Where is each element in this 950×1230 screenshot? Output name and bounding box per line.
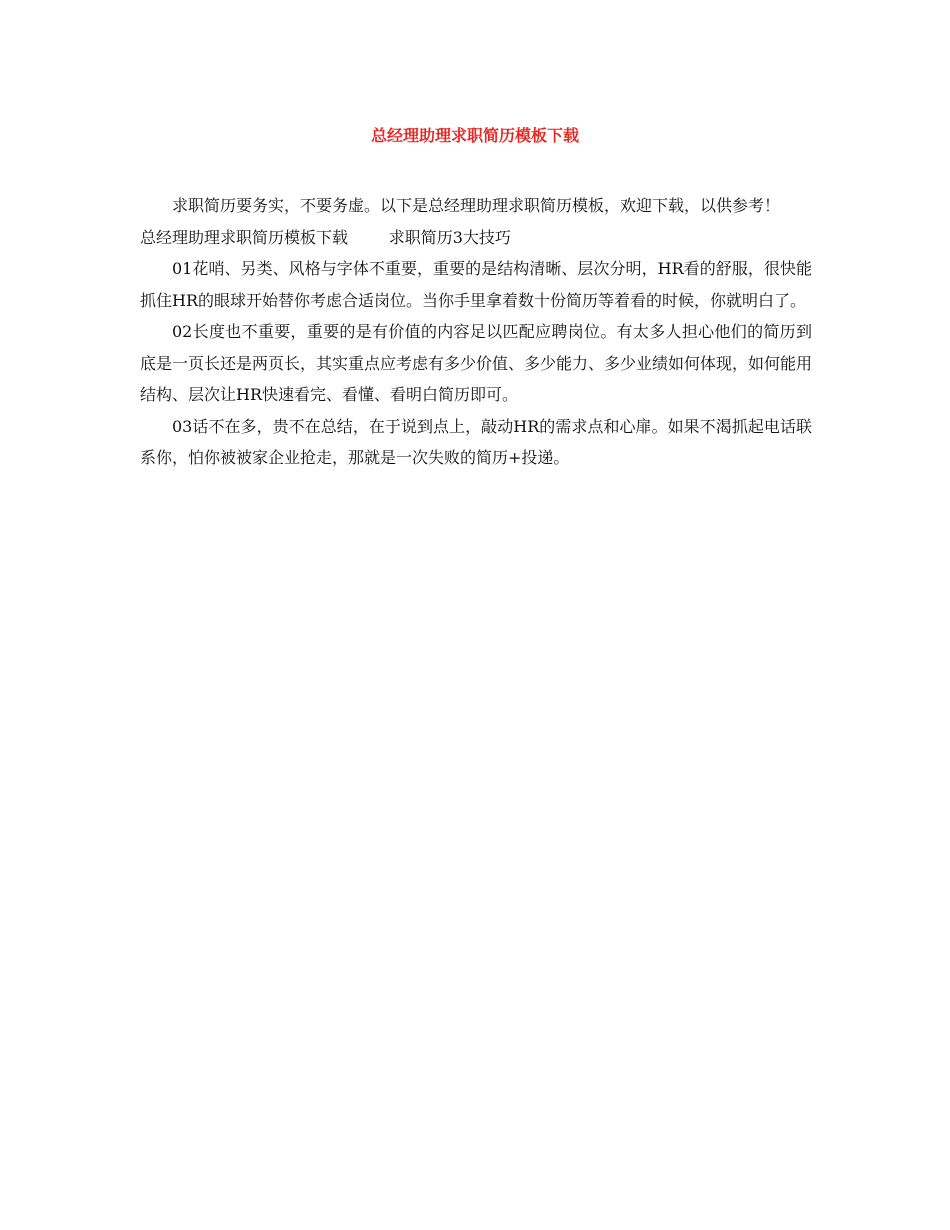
section-heading: 总经理助理求职简历模板下载 <box>140 227 349 247</box>
tip-paragraph-1: 01花哨、另类、风格与字体不重要，重要的是结构清晰、层次分明，HR看的舒服，很快能抓住HR的眼球开始替你考虑合适岗位。当你手里拿着数十份简历等着看的时候，你就明白了。 <box>140 259 812 310</box>
document-title: 总经理助理求职简历模板下载 <box>370 126 579 145</box>
section-subheading: 求职简历3大技巧 <box>388 227 511 247</box>
document-body <box>140 190 812 474</box>
tip-paragraph-3: 03话不在多，贵不在总结，在于说到点上，敲动HR的需求点和心扉。如果不渴抓起电话联系你，怕你被被家企业抢走，那就是一次失败的简历+投递。 <box>140 416 812 467</box>
section-heading-line <box>140 222 812 254</box>
tip-paragraph-2: 02长度也不重要，重要的是有价值的内容足以匹配应聘岗位。有太多人担心他们的简历到底是一页长还是两页长，其实重点应考虑有多少价值、多少能力、多少业绩如何体现，如何能用结构、层次让HR快速看完、看懂、看明白简历即可。 <box>140 322 813 404</box>
intro-paragraph: 求职简历要务实，不要务虚。以下是总经理助理求职简历模板，欢迎下载，以供参考！ <box>172 196 781 215</box>
